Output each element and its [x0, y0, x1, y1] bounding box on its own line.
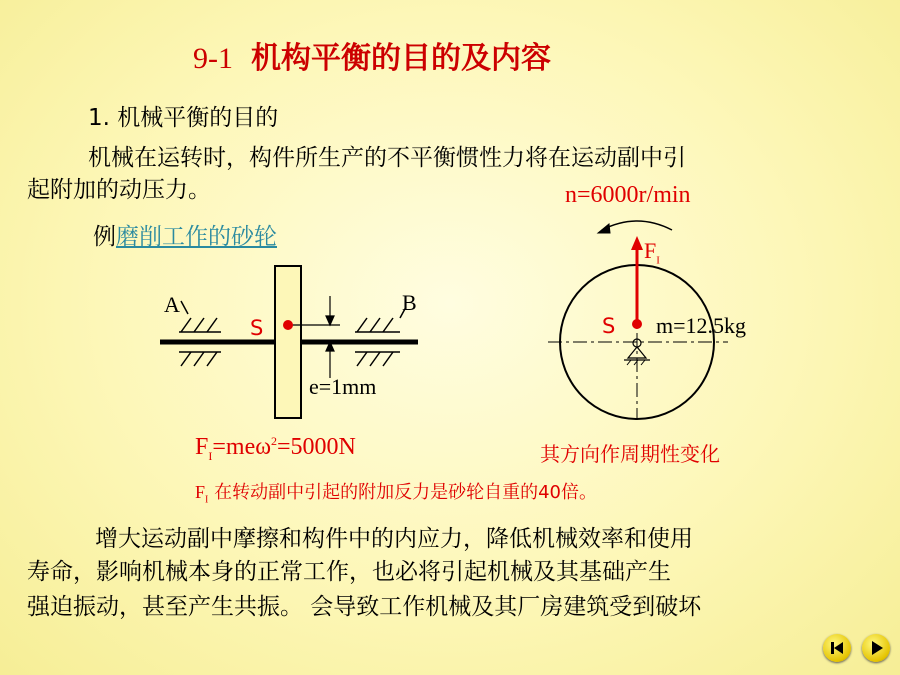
grinding-wheel	[275, 266, 301, 418]
formula-sup: 2	[271, 434, 278, 448]
force-f: F	[644, 238, 657, 263]
title-number: 9-1	[193, 42, 233, 75]
title-text: 机构平衡的目的及内容	[251, 41, 551, 76]
direction-caption: 其方向作周期性变化	[540, 442, 720, 466]
bearing-b	[355, 307, 406, 366]
section2-line1: 增大运动副中摩擦和构件中的内应力，降低机械效率和使用	[95, 526, 693, 552]
section1-para-line1: 机械在运转时，构件所生产的不平衡惯性力将在运动副中引	[88, 145, 686, 171]
example-prefix: 例	[93, 224, 116, 250]
next-button[interactable]	[862, 634, 890, 662]
section1-heading: 1. 机械平衡的目的	[88, 105, 279, 131]
force-sub: I	[656, 254, 660, 267]
inertia-force-formula	[195, 434, 356, 464]
prev-button[interactable]	[823, 634, 851, 662]
play-next-icon	[862, 634, 890, 662]
eccentricity-label: e=1mm	[309, 374, 377, 399]
center-of-mass-dot-right	[632, 319, 642, 329]
reaction-note	[195, 478, 597, 506]
formula-sub: I	[208, 448, 213, 463]
formula-val: =5000N	[277, 434, 356, 460]
formula-f: F	[195, 434, 209, 460]
mass-label: m=12.5kg	[656, 313, 747, 338]
skip-back-icon	[823, 634, 851, 662]
example-link[interactable]: 磨削工作的砂轮	[116, 224, 277, 250]
rotation-arc	[602, 221, 672, 230]
section1-para-line2: 起附加的动压力。	[27, 177, 211, 203]
label-s-left: S	[250, 316, 264, 340]
force-vector-arrowhead	[631, 236, 643, 250]
note-text: 在转动副中引起的附加反力是砂轮自重的40倍。	[214, 482, 597, 503]
note-sub: I	[205, 494, 209, 506]
label-s-right: S	[602, 314, 616, 338]
rotation-arrowhead	[598, 224, 610, 233]
speed-label: n=6000r/min	[565, 182, 691, 208]
shaft-diagram	[160, 266, 418, 418]
note-f: F	[195, 482, 206, 502]
bearing-a	[179, 301, 221, 366]
label-a: A	[164, 292, 180, 317]
label-b: B	[402, 290, 417, 315]
formula-eq: =meω	[212, 434, 272, 460]
center-of-mass-dot-left	[283, 320, 293, 330]
section2-line3: 强迫振动，甚至产生共振。 会导致工作机械及其厂房建筑受到破坏	[27, 594, 702, 620]
section2-line2: 寿命，影响机械本身的正常工作，也必将引起机械及其基础产生	[27, 559, 671, 585]
force-label-right	[644, 238, 660, 266]
